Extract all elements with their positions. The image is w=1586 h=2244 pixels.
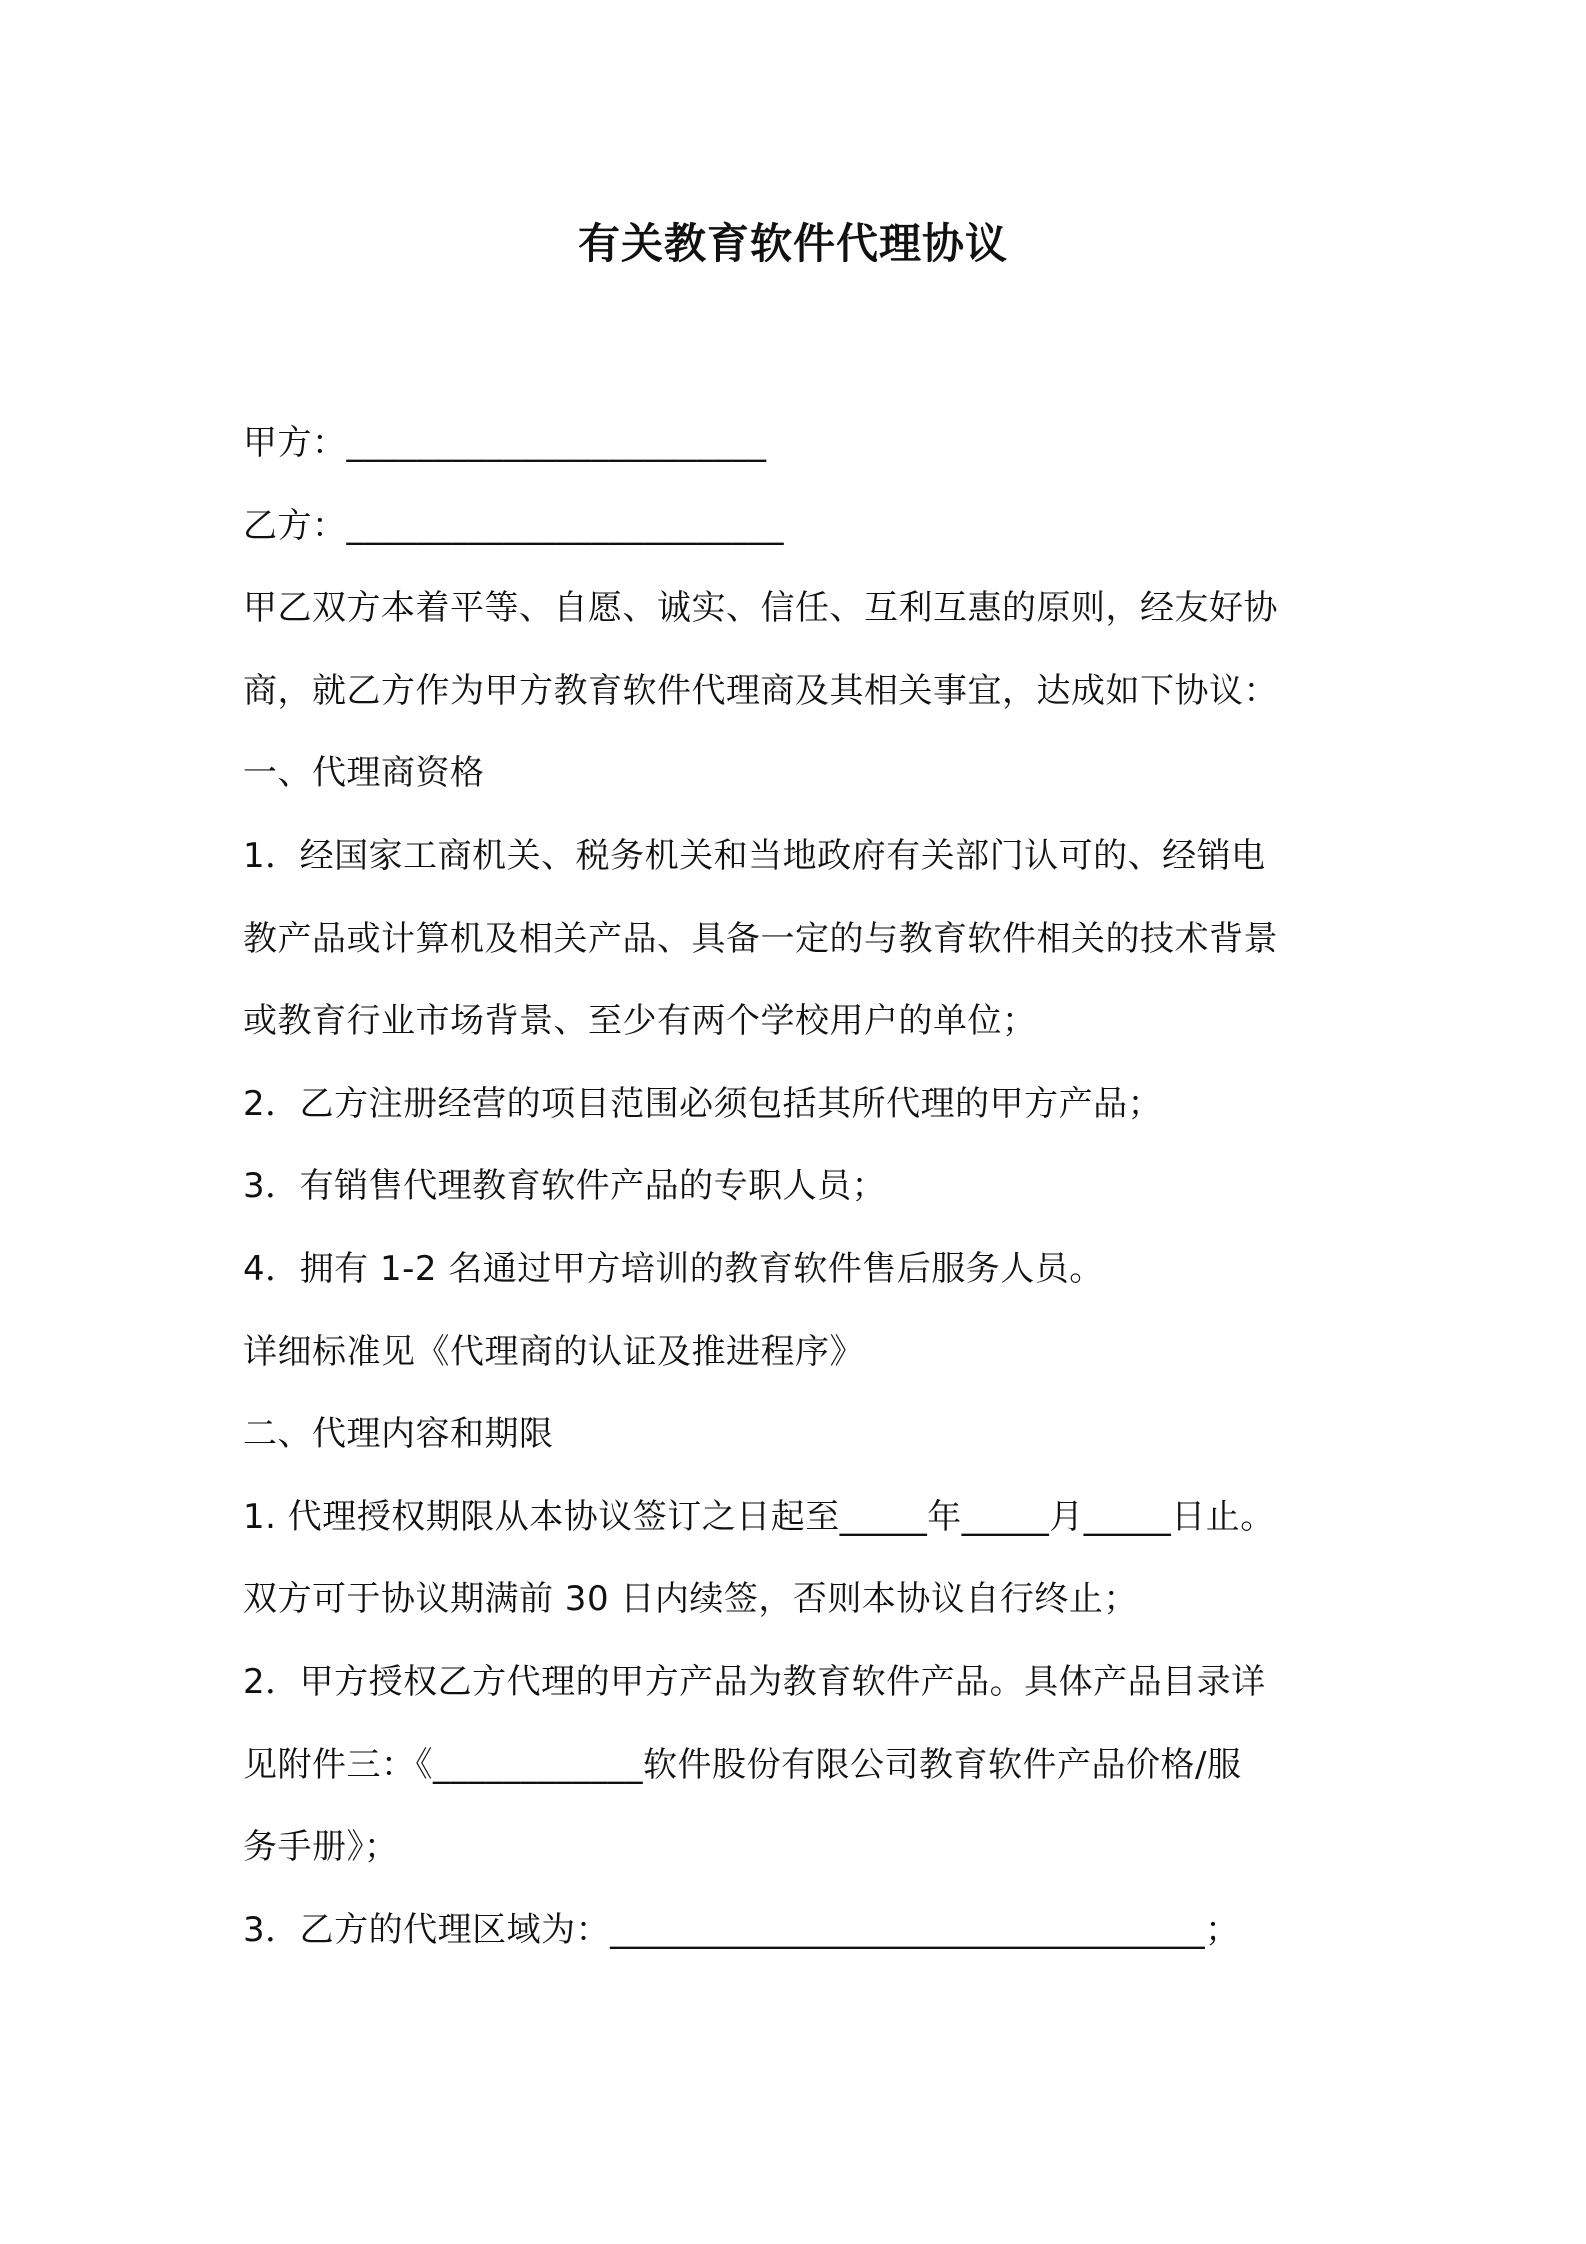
section-1-item-1-line-2: 教产品或计算机及相关产品、具备一定的与教育软件相关的技术背景 xyxy=(243,918,1278,959)
section-1-item-4: 4．拥有 1-2 名通过甲方培训的教育软件售后服务人员。 xyxy=(243,1248,1104,1289)
document-body xyxy=(243,402,1373,1971)
section-1-heading: 一、代理商资格 xyxy=(243,753,485,794)
section-2-item-1-line-1: 1. 代理授权期限从本协议签订之日起至_____年_____月_____日止。 xyxy=(243,1496,1275,1537)
party-b-line: 乙方：_________________________ xyxy=(243,505,784,546)
preamble-line-2: 商，就乙方作为甲方教育软件代理商及其相关事宜，达成如下协议： xyxy=(243,670,1278,711)
section-1-item-1-line-3: 或教育行业市场背景、至少有两个学校用户的单位； xyxy=(243,1001,1037,1042)
section-2-item-2-line-2: 见附件三：《____________软件股份有限公司教育软件产品价格/服 xyxy=(243,1744,1242,1785)
section-2-item-2-line-1: 2．甲方授权乙方代理的甲方产品为教育软件产品。具体产品目录详 xyxy=(243,1661,1266,1702)
preamble-line-1: 甲乙双方本着平等、自愿、诚实、信任、互利互惠的原则，经友好协 xyxy=(243,588,1278,629)
section-2-heading: 二、代理内容和期限 xyxy=(243,1414,554,1455)
section-2-item-2-line-3: 务手册》； xyxy=(243,1827,399,1868)
section-2-item-3: 3．乙方的代理区域为：__________________________________； xyxy=(243,1909,1240,1950)
section-2-item-1-line-2: 双方可于协议期满前 30 日内续签，否则本协议自行终止； xyxy=(243,1579,1138,1620)
section-1-item-2: 2．乙方注册经营的项目范围必须包括其所代理的甲方产品； xyxy=(243,1083,1163,1124)
section-1-item-1-line-1: 1．经国家工商机关、税务机关和当地政府有关部门认可的、经销电 xyxy=(243,835,1266,876)
section-1-note: 详细标准见《代理商的认证及推进程序》 xyxy=(243,1331,864,1372)
document-title: 有关教育软件代理协议 xyxy=(577,219,1008,268)
section-1-item-3: 3．有销售代理教育软件产品的专职人员； xyxy=(243,1166,887,1207)
party-a-line: 甲方：________________________ xyxy=(243,423,767,463)
